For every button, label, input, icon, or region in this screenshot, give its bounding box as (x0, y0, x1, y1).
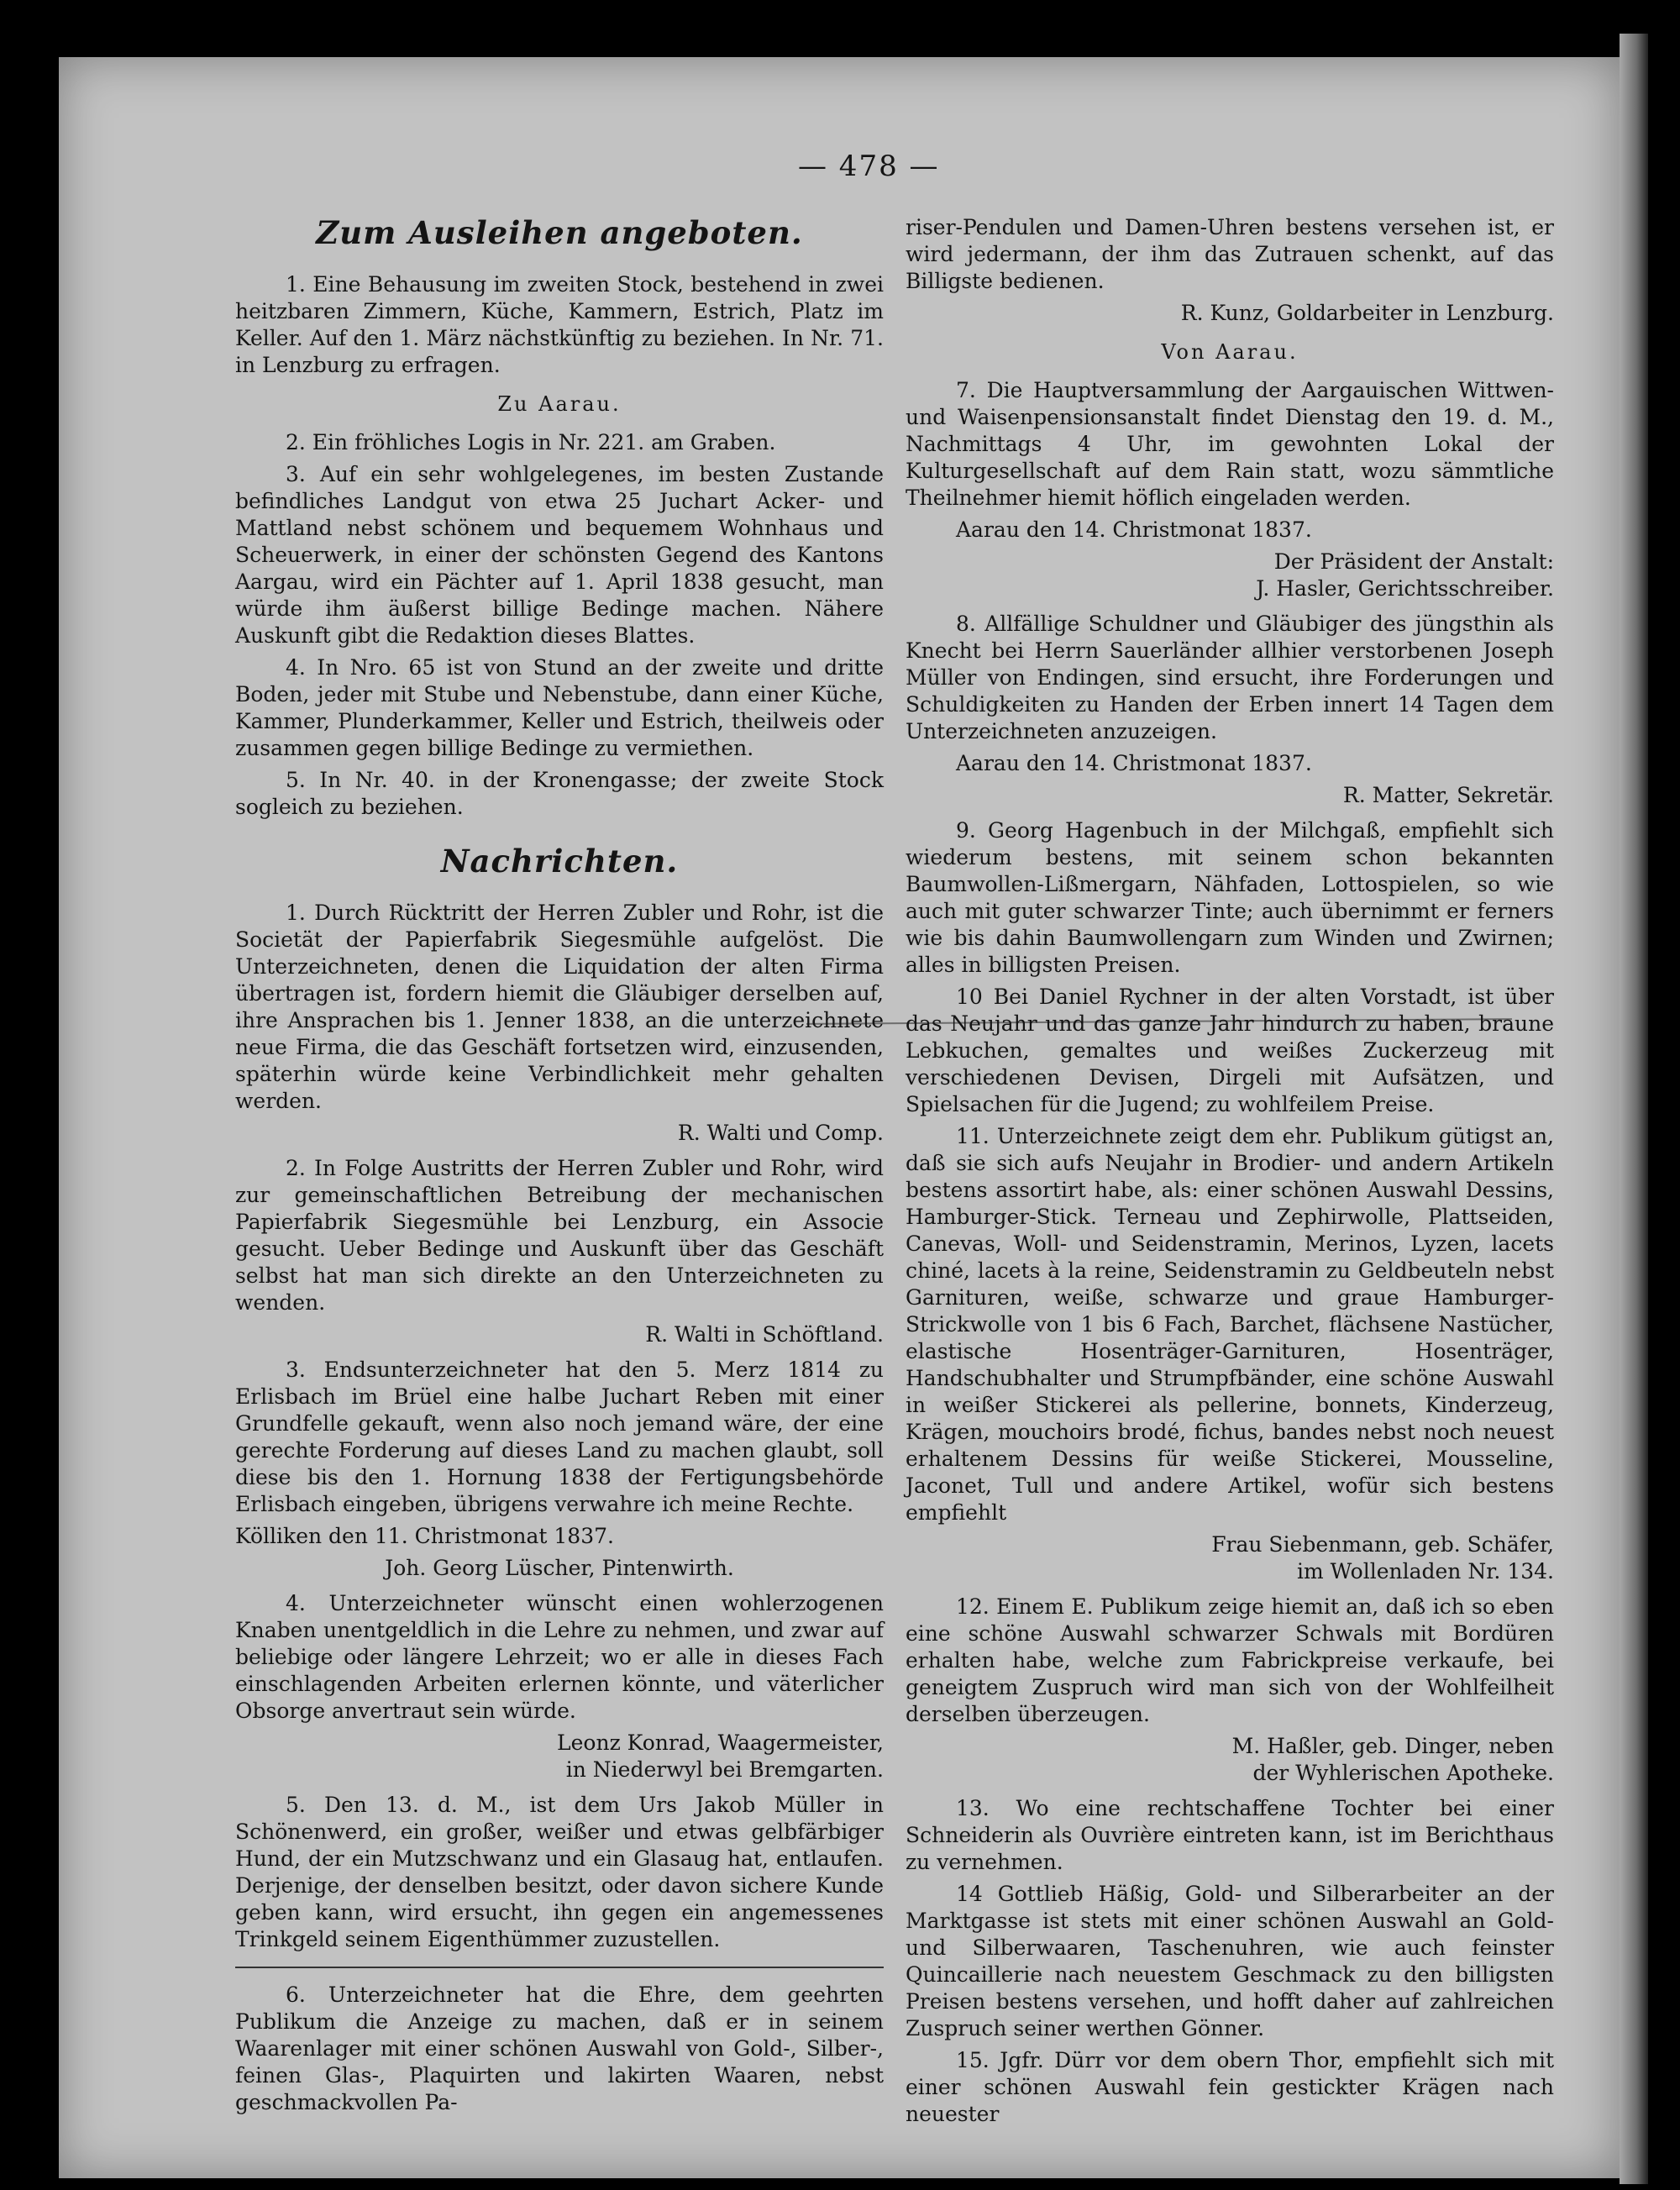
news-12-signature-2: der Wyhlerischen Apotheke. (1252, 1761, 1554, 1785)
news-8: 8. Allfällige Schuldner und Gläubiger des jüngsthin als Knecht bei Herrn Sauerländer allhier verstorbenen Joseph Müller von Endingen, sind ersucht, ihre Forderungen und Schuldigkeiten zu Handen der Erben innert 14 Tagen dem Unterzeichneten anzuzeigen. (906, 612, 1554, 743)
news-11-signature-2: im Wollenladen Nr. 134. (1297, 1559, 1554, 1583)
news-15: 15. Jgfr. Dürr vor dem obern Thor, empfiehlt sich mit einer schönen Auswahl fein gestickter Krägen nach neuester (906, 2048, 1554, 2126)
news-12-signature-1: M. Haßler, geb. Dinger, neben (1231, 1734, 1554, 1758)
news-8-place: Aarau den 14. Christmonat 1837. (956, 751, 1312, 775)
page-edge (1620, 34, 1648, 2184)
news-7-signature-1: Der Präsident der Anstalt: (1273, 549, 1554, 574)
news-11-signature-1: Frau Siebenmann, geb. Schäfer, (1211, 1532, 1554, 1557)
news-7-signature-2: J. Hasler, Gerichtsschreiber. (1256, 576, 1554, 601)
rent-ad-1: 1. Eine Behausung im zweiten Stock, bestehend in zwei heitzbaren Zimmern, Küche, Kammern, Estrich, Platz im Keller. Auf den 1. März nächstkünftig zu beziehen. In Nr. 71. in Lenzburg zu erfragen. (235, 272, 884, 377)
heading-rent: Zum Ausleihen angeboten. (316, 214, 803, 251)
heading-news: Nachrichten. (440, 843, 679, 880)
news-13: 13. Wo eine rechtschaffene Tochter bei einer Schneiderin als Ouvrière eintreten kann, ist im Berichthaus zu vernehmen. (906, 1796, 1554, 1874)
news-12: 12. Einem E. Publikum zeige hiemit an, daß ich so eben eine schöne Auswahl schwarzer Schwals mit Bordüren erhalten habe, welche zum Fabrickpreise verkaufe, bei geneigtem Zuspruch wird man sich von der Wohlfeilheit derselben überzeugen. (906, 1594, 1554, 1726)
right-column (906, 214, 1554, 2133)
news-5: 5. Den 13. d. M., ist dem Urs Jakob Müller in Schönenwerd, ein großer, weißer und etwas gelbfärbiger Hund, der ein Mutzschwanz und ein Glasaug hat, entlaufen. Derjenige, der denselben besitzt, oder davon sichere Kunde geben kann, wird ersucht, ihn gegen ein angemessenes Trinkgeld seinem Eigenthümmer zuzustellen. (235, 1793, 884, 1951)
news-3-signature: Joh. Georg Lüscher, Pintenwirth. (385, 1556, 734, 1580)
news-4-signature-2: in Niederwyl bei Bremgarten. (565, 1757, 884, 1782)
news-1-signature: R. Walti und Comp. (677, 1121, 884, 1145)
news-11: 11. Unterzeichnete zeigt dem ehr. Publikum gütigst an, daß sie sich aufs Neujahr in Brodier- und andern Artikeln bestens assortirt habe, als: einer schönen Auswahl Dessins, Hamburger-Stick. Terneau und Zephirwolle, Plattseiden, Canevas, Woll- und Seidenstramin, Merinos, Lyzen, lacets chiné, lacets à la reine, Seidenstramin zu Geldbeuteln nebst Garnituren, weiße, schwarze und graue Hamburger-Strickwolle von 1 bis 6 Fach, Barchet, flächsene Nastücher, elastische Hosenträger-Garnituren, Hosenträger, Handschubhalter und Strumpfbänder, eine schöne Auswahl in weißer Stickerei als pellerine, bonnets, Kinderzeug, Krägen, mouchoirs brodé, fichus, bandes nebst noch neuest erhaltenem Dessins für weiße Stickerei, Mousseline, Jaconet, Tull und andere Artikel, wofür sich bestens empfiehlt (906, 1124, 1554, 1525)
news-2-signature: R. Walti in Schöftland. (645, 1322, 884, 1347)
news-7-place: Aarau den 14. Christmonat 1837. (956, 517, 1312, 542)
news-4: 4. Unterzeichneter wünscht einen wohlerzogenen Knaben unentgeldlich in die Lehre zu nehmen, und zwar auf beliebige oder längere Lehrzeit; wo er alle in dieses Fach einschlagenden Arbeiten erlernen könnte, und väterlicher Obsorge anvertraut sein würde. (235, 1591, 884, 1723)
rent-ad-3: 3. Auf ein sehr wohlgelegenes, im besten Zustande befindliches Landgut von etwa 25 Juchart Acker- und Mattland nebst schönem und bequemem Wohnhaus und Scheuerwerk, in einer der schönsten Gegend des Kantons Aargau, wird ein Pächter auf 1. April 1838 gesucht, man würde ihm äußerst billige Bedinge machen. Nähere Auskunft gibt die Redaktion dieses Blattes. (235, 462, 884, 648)
subheading-von-aarau: Von Aarau. (1161, 340, 1299, 364)
news-1: 1. Durch Rücktritt der Herren Zubler und Rohr, ist die Societät der Papierfabrik Siegesmühle aufgelöst. Die Unterzeichneten, denen die Liquidation der alten Firma übertragen ist, fordern hiemit die Gläubiger derselben auf, ihre Ansprachen bis 1. Jenner 1838, an die unterzeichnete neue Firma, die das Geschäft fortsetzen wird, einzusenden, späterhin würde keine Verbindlichkeit mehr gehalten werden. (235, 901, 884, 1113)
news-6: 6. Unterzeichneter hat die Ehre, dem geehrten Publikum die Anzeige zu machen, daß er in seinem Waarenlager mit einer schönen Auswahl von Gold-, Silber-, feinen Glas-, Plaquirten und lakirten Waaren, nebst geschmackvollen Pa- (235, 1983, 884, 2114)
news-3: 3. Endsunterzeichneter hat den 5. Merz 1814 zu Erlisbach im Brüel eine halbe Juchart Reben mit einer Grundfelle gekauft, wenn also noch jemand wäre, der eine gerechte Forderung auf dieses Land zu machen glaubt, soll diese bis den 1. Hornung 1838 der Fertigungsbehörde Erlisbach eingeben, übrigens verwahre ich meine Rechte. (235, 1358, 884, 1516)
rent-ad-4: 4. In Nro. 65 ist von Stund an der zweite und dritte Boden, jeder mit Stube und Nebenstube, dann einer Küche, Kammer, Plunderkammer, Keller und Estrich, theilweis oder zusammen gegen billige Bedinge zu vermiethen. (235, 655, 884, 760)
news-14: 14 Gottlieb Häßig, Gold- und Silberarbeiter an der Marktgasse ist stets mit einer schönen Auswahl an Gold- und Silberwaaren, Taschenuhren, wie auch feinster Quincaillerie nach neuestem Geschmack zu den billigsten Preisen bestens versehen, und hofft daher auf zahlreichen Zuspruch seiner werthen Gönner. (906, 1882, 1554, 2040)
subheading-zu-aarau: Zu Aarau. (497, 392, 622, 416)
section-divider (235, 1967, 884, 1968)
page-number: — 478 — (798, 150, 940, 183)
news-4-signature-1: Leonz Konrad, Waagermeister, (557, 1730, 884, 1755)
news-2: 2. In Folge Austritts der Herren Zubler und Rohr, wird zur gemeinschaftlichen Betreibung der mechanischen Papierfabrik Siegesmühle bei Lenzburg, ein Associe gesucht. Ueber Bedinge und Auskunft über das Geschäft selbst hat man sich direkte an den Unterzeichneten zu wenden. (235, 1156, 884, 1315)
news-8-signature: R. Matter, Sekretär. (1342, 783, 1554, 807)
left-column (235, 214, 884, 2121)
rent-ad-2: 2. Ein fröhliches Logis in Nr. 221. am Graben. (286, 430, 776, 454)
news-7: 7. Die Hauptversammlung der Aargauischen Wittwen- und Waisenpensionsanstalt findet Dienstag den 19. d. M., Nachmittags 4 Uhr, im gewohnten Lokal der Kulturgesellschaft auf dem Rain statt, wozu sämmtliche Theilnehmer hiemit höflich eingeladen werden. (906, 378, 1554, 510)
news-3-place: Kölliken den 11. Christmonat 1837. (235, 1524, 614, 1548)
news-9: 9. Georg Hagenbuch in der Milchgaß, empfiehlt sich wiederum bestens, mit seinem schon bekannten Baumwollen-Lißmergarn, Nähfaden, Lottospielen, so wie auch mit guter schwarzer Tinte; auch übernimmt er ferners wie bis dahin Baumwollengarn zum Winden und Zwirnen; alles in billigsten Preisen. (906, 818, 1554, 977)
news-10: 10 Bei Daniel Rychner in der alten Vorstadt, ist über das Neujahr und das ganze Jahr hindurch zu haben, braune Lebkuchen, gemaltes und weißes Zuckerzeug mit verschiedenen Devisen, Dirgeli mit Aufsätzen, und Spielsachen für die Jugend; zu wohlfeilem Preise. (906, 985, 1554, 1116)
rent-ad-5: 5. In Nr. 40. in der Kronengasse; der zweite Stock sogleich zu beziehen. (235, 768, 884, 819)
news-6-signature: R. Kunz, Goldarbeiter in Lenzburg. (1180, 301, 1554, 325)
news-6-continued: riser-Pendulen und Damen-Uhren bestens versehen ist, er wird jedermann, der ihm das Zutrauen schenkt, auf das Billigste bedienen. (906, 215, 1554, 293)
